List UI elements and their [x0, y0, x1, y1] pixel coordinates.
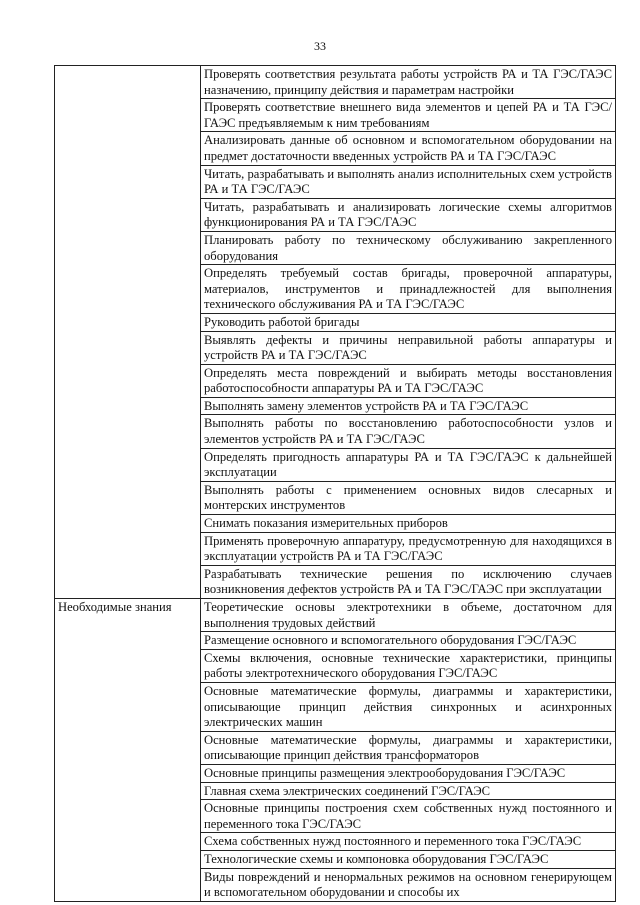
table-cell: Выявлять дефекты и причины неправильной работы аппаратуры и устройств РА и ТА ГЭС/ГАЭС [201, 331, 616, 364]
table-body [55, 66, 616, 902]
section-label [55, 66, 201, 599]
table-cell: Основные математические формулы, диаграммы и характеристики, описывающие принцип действия синхронных и асинхронных электрических машин [201, 682, 616, 731]
table-cell: Проверять соответствия результата работы устройств РА и ТА ГЭС/ГАЭС назначению, принципу действия и параметрам настройки [201, 66, 616, 99]
table-cell: Анализировать данные об основном и вспомогательном оборудовании на предмет достаточности введенных устройств РА и ТА ГЭС/ГАЭС [201, 132, 616, 165]
table-cell: Схема собственных нужд постоянного и переменного тока ГЭС/ГАЭС [201, 833, 616, 851]
table-cell: Руководить работой бригады [201, 313, 616, 331]
table-row [55, 66, 616, 99]
table-cell: Выполнять замену элементов устройств РА и ТА ГЭС/ГАЭС [201, 397, 616, 415]
table-cell: Выполнять работы с применением основных видов слесарных и монтерских инструментов [201, 481, 616, 514]
table-cell: Теоретические основы электротехники в объеме, достаточном для выполнения трудовых действий [201, 599, 616, 632]
page-number: 33 [314, 39, 326, 53]
table-cell: Схемы включения, основные технические характеристики, принципы работы электротехнического оборудования ГЭС/ГАЭС [201, 649, 616, 682]
table-cell: Проверять соответствие внешнего вида элементов и цепей РА и ТА ГЭС/ГАЭС предъявляемым к ним требованиям [201, 99, 616, 132]
table-cell: Основные математические формулы, диаграммы и характеристики, описывающие принцип действия трансформаторов [201, 731, 616, 764]
table-cell: Размещение основного и вспомогательного оборудования ГЭС/ГАЭС [201, 632, 616, 650]
table-cell: Читать, разрабатывать и анализировать логические схемы алгоритмов функционирования РА и ТА ГЭС/ГАЭС [201, 198, 616, 231]
table-cell: Определять пригодность аппаратуры РА и ТА ГЭС/ГАЭС к дальнейшей эксплуатации [201, 448, 616, 481]
table-row [55, 599, 616, 632]
table-cell: Применять проверочную аппаратуру, предусмотренную для находящихся в эксплуатации устройств РА и ТА ГЭС/ГАЭС [201, 532, 616, 565]
table-cell: Главная схема электрических соединений ГЭС/ГАЭС [201, 782, 616, 800]
competency-table [54, 65, 616, 902]
table-cell: Основные принципы размещения электрооборудования ГЭС/ГАЭС [201, 764, 616, 782]
table-cell: Планировать работу по техническому обслуживанию закрепленного оборудования [201, 231, 616, 264]
table-cell: Виды повреждений и ненормальных режимов на основном генерирующем и вспомогательном оборудовании и способы их [201, 868, 616, 901]
table-cell: Определять места повреждений и выбирать методы восстановления работоспособности аппаратуры РА и ТА ГЭС/ГАЭС [201, 364, 616, 397]
table-cell: Снимать показания измерительных приборов [201, 515, 616, 533]
table-cell: Разрабатывать технические решения по исключению случаев возникновения дефектов устройств РА и ТА ГЭС/ГАЭС при эксплуатации [201, 565, 616, 598]
table-cell: Основные принципы построения схем собственных нужд постоянного и переменного тока ГЭС/ГАЭС [201, 800, 616, 833]
table-cell: Выполнять работы по восстановлению работоспособности узлов и элементов устройств РА и ТА ГЭС/ГАЭС [201, 415, 616, 448]
table-cell: Технологические схемы и компоновка оборудования ГЭС/ГАЭС [201, 850, 616, 868]
section-label: Необходимые знания [55, 599, 201, 902]
table-cell: Определять требуемый состав бригады, проверочной аппаратуры, материалов, инструментов и принадлежностей для выполнения технического обслуживания РА и ТА ГЭС/ГАЭС [201, 265, 616, 314]
table-cell: Читать, разрабатывать и выполнять анализ исполнительных схем устройств РА и ТА ГЭС/ГАЭС [201, 165, 616, 198]
